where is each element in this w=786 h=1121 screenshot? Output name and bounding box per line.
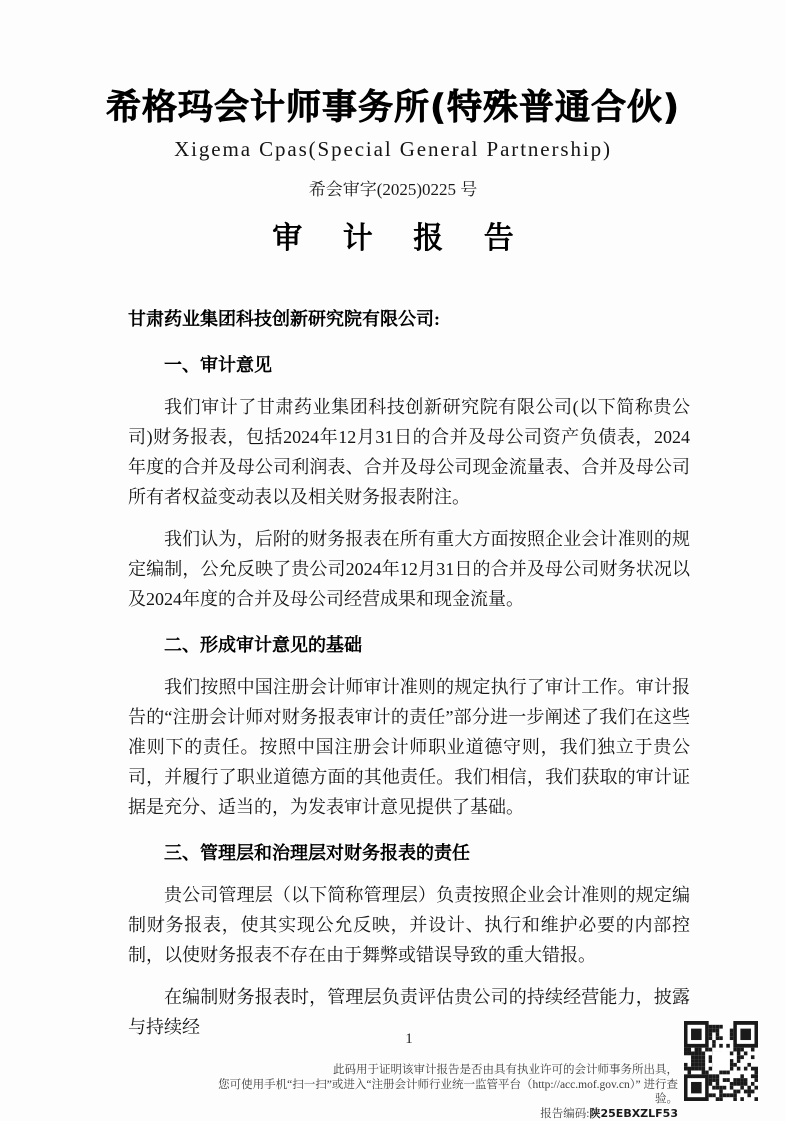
report-title: 审 计 报 告	[0, 220, 786, 258]
qr-code-icon	[684, 1021, 758, 1101]
section-heading-basis: 二、形成审计意见的基础	[128, 630, 690, 660]
verification-note-line: 您可使用手机“扫一扫”或进入“注册会计师行业统一监管平台（http://acc.mof.gov.cn）” 进行查验。	[218, 1078, 678, 1107]
paragraph: 贵公司管理层（以下简称管理层）负责按照企业会计准则的规定编制财务报表，使其实现公允反映，并设计、执行和维护必要的内部控制，以使财务报表不存在由于舞弊或错误导致的重大错报。	[128, 880, 690, 970]
addressee: 甘肃药业集团科技创新研究院有限公司:	[128, 304, 690, 334]
page-number: 1	[128, 1031, 690, 1048]
report-code-line	[218, 1107, 678, 1121]
section-heading-responsibility: 三、管理层和治理层对财务报表的责任	[128, 838, 690, 868]
firm-name-cn: 希格玛会计师事务所(特殊普通合伙)	[0, 0, 786, 132]
paragraph: 我们按照中国注册会计师审计准则的规定执行了审计工作。审计报告的“注册会计师对财务报表审计的责任”部分进一步阐述了我们在这些准则下的责任。按照中国注册会计师职业道德守则，我们独立于贵公司，并履行了职业道德方面的其他责任。我们相信，我们获取的审计证据是充分、适当的，为发表审计意见提供了基础。	[128, 672, 690, 822]
paragraph: 我们认为，后附的财务报表在所有重大方面按照企业会计准则的规定编制，公允反映了贵公司2024年12月31日的合并及母公司财务状况以及2024年度的合并及母公司经营成果和现金流量。	[128, 524, 690, 614]
verification-note-line: 此码用于证明该审计报告是否由具有执业许可的会计师事务所出具，	[218, 1063, 678, 1078]
paragraph: 我们审计了甘肃药业集团科技创新研究院有限公司(以下简称贵公司)财务报表，包括2024年12月31日的合并及母公司资产负债表，2024年度的合并及母公司利润表、合并及母公司现金流量表、合并及母公司所有者权益变动表以及相关财务报表附注。	[128, 392, 690, 512]
report-code: 陕25EBXZLF53	[590, 1107, 679, 1120]
paragraph: 在编制财务报表时，管理层负责评估贵公司的持续经营能力，披露与持续经	[128, 982, 690, 1042]
report-body	[128, 304, 690, 1042]
section-heading-opinion: 一、审计意见	[128, 350, 690, 380]
firm-name-en: Xigema Cpas(Special General Partnership)	[0, 136, 786, 162]
report-code-label: 报告编码:	[540, 1108, 589, 1120]
document-number: 希会审字(2025)0225 号	[0, 179, 786, 201]
verification-note	[218, 1063, 678, 1121]
